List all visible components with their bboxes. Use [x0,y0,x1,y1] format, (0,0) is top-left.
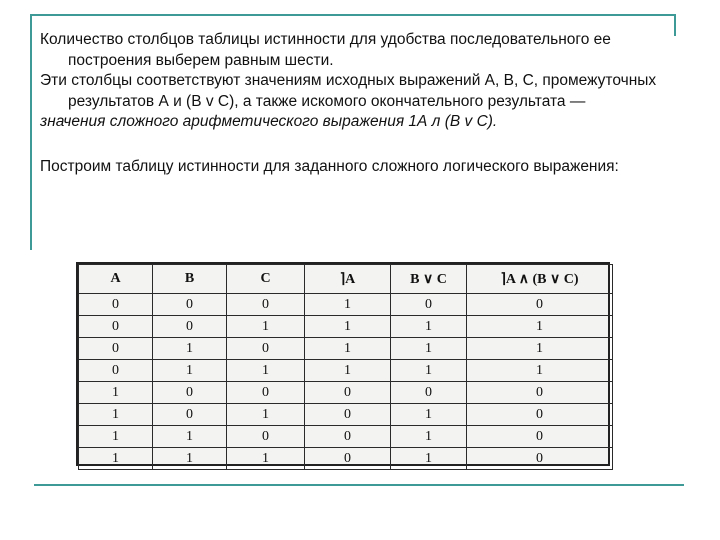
truth-table [78,264,613,470]
table-cell: 1 [227,404,305,426]
spacer [40,133,690,157]
table-cell: 0 [227,338,305,360]
table-cell: 0 [79,294,153,316]
table-cell: 1 [227,360,305,382]
table-cell: 0 [391,382,467,404]
table-cell: 1 [227,448,305,470]
table-cell: 1 [391,316,467,338]
paragraph-columns-count: Количество столбцов таблицы истинности для удобства последовательного ее построения выберем равным шести. [40,31,611,69]
frame-top-line [30,14,676,16]
table-cell: 0 [467,404,613,426]
paragraph-columns-meaning: Эти столбцы соответствуют значениям исходных выражений А, В, С, промежуточных результатов А и (В v С), а также искомого окончательного результата — [40,72,657,110]
table-cell: 1 [391,338,467,360]
table-cell: 1 [153,338,227,360]
table-cell: 1 [153,426,227,448]
header-b: B [153,265,227,294]
table-cell: 1 [79,404,153,426]
table-cell: 1 [467,316,613,338]
table-cell: 0 [305,404,391,426]
table-cell: 0 [305,426,391,448]
table-cell: 0 [227,294,305,316]
table-cell: 1 [153,360,227,382]
frame-bottom-line [34,484,684,486]
table-cell: 1 [305,360,391,382]
slide-text [40,30,690,177]
table-cell: 0 [153,316,227,338]
table-row [79,316,613,338]
table-cell: 1 [153,448,227,470]
table-row [79,338,613,360]
table-cell: 1 [305,338,391,360]
table-cell: 1 [79,382,153,404]
table-header-row [79,265,613,294]
table-cell: 1 [391,404,467,426]
table-cell: 0 [153,382,227,404]
table-cell: 1 [467,338,613,360]
header-not-a: ⌉A [305,265,391,294]
table-row [79,404,613,426]
table-cell: 0 [153,294,227,316]
paragraph-expression: значения сложного арифметического выражения 1А л (В v С). [40,113,498,130]
table-cell: 0 [227,426,305,448]
table-row [79,294,613,316]
table-cell: 0 [467,294,613,316]
table-row [79,382,613,404]
table-cell: 1 [391,426,467,448]
paragraph-build-table: Построим таблицу истинности для заданного сложного логического выражения: [40,157,619,175]
header-a: A [79,265,153,294]
table-row [79,448,613,470]
header-result: ⌉A ∧ (B ∨ C) [467,265,613,294]
header-b-or-c: B ∨ C [391,265,467,294]
table-cell: 1 [79,448,153,470]
table-cell: 1 [391,448,467,470]
table-cell: 1 [227,316,305,338]
table-cell: 0 [305,382,391,404]
table-cell: 0 [79,316,153,338]
table-cell: 1 [305,294,391,316]
table-cell: 0 [467,382,613,404]
truth-table-image [76,262,610,466]
table-row [79,360,613,382]
table-cell: 0 [467,448,613,470]
frame-left-line [30,14,32,250]
table-cell: 1 [305,316,391,338]
table-cell: 1 [79,426,153,448]
table-cell: 0 [227,382,305,404]
table-cell: 1 [467,360,613,382]
table-cell: 0 [79,360,153,382]
table-cell: 1 [391,360,467,382]
table-row [79,426,613,448]
table-cell: 0 [391,294,467,316]
table-cell: 0 [467,426,613,448]
table-cell: 0 [305,448,391,470]
table-cell: 0 [153,404,227,426]
header-c: C [227,265,305,294]
table-cell: 0 [79,338,153,360]
